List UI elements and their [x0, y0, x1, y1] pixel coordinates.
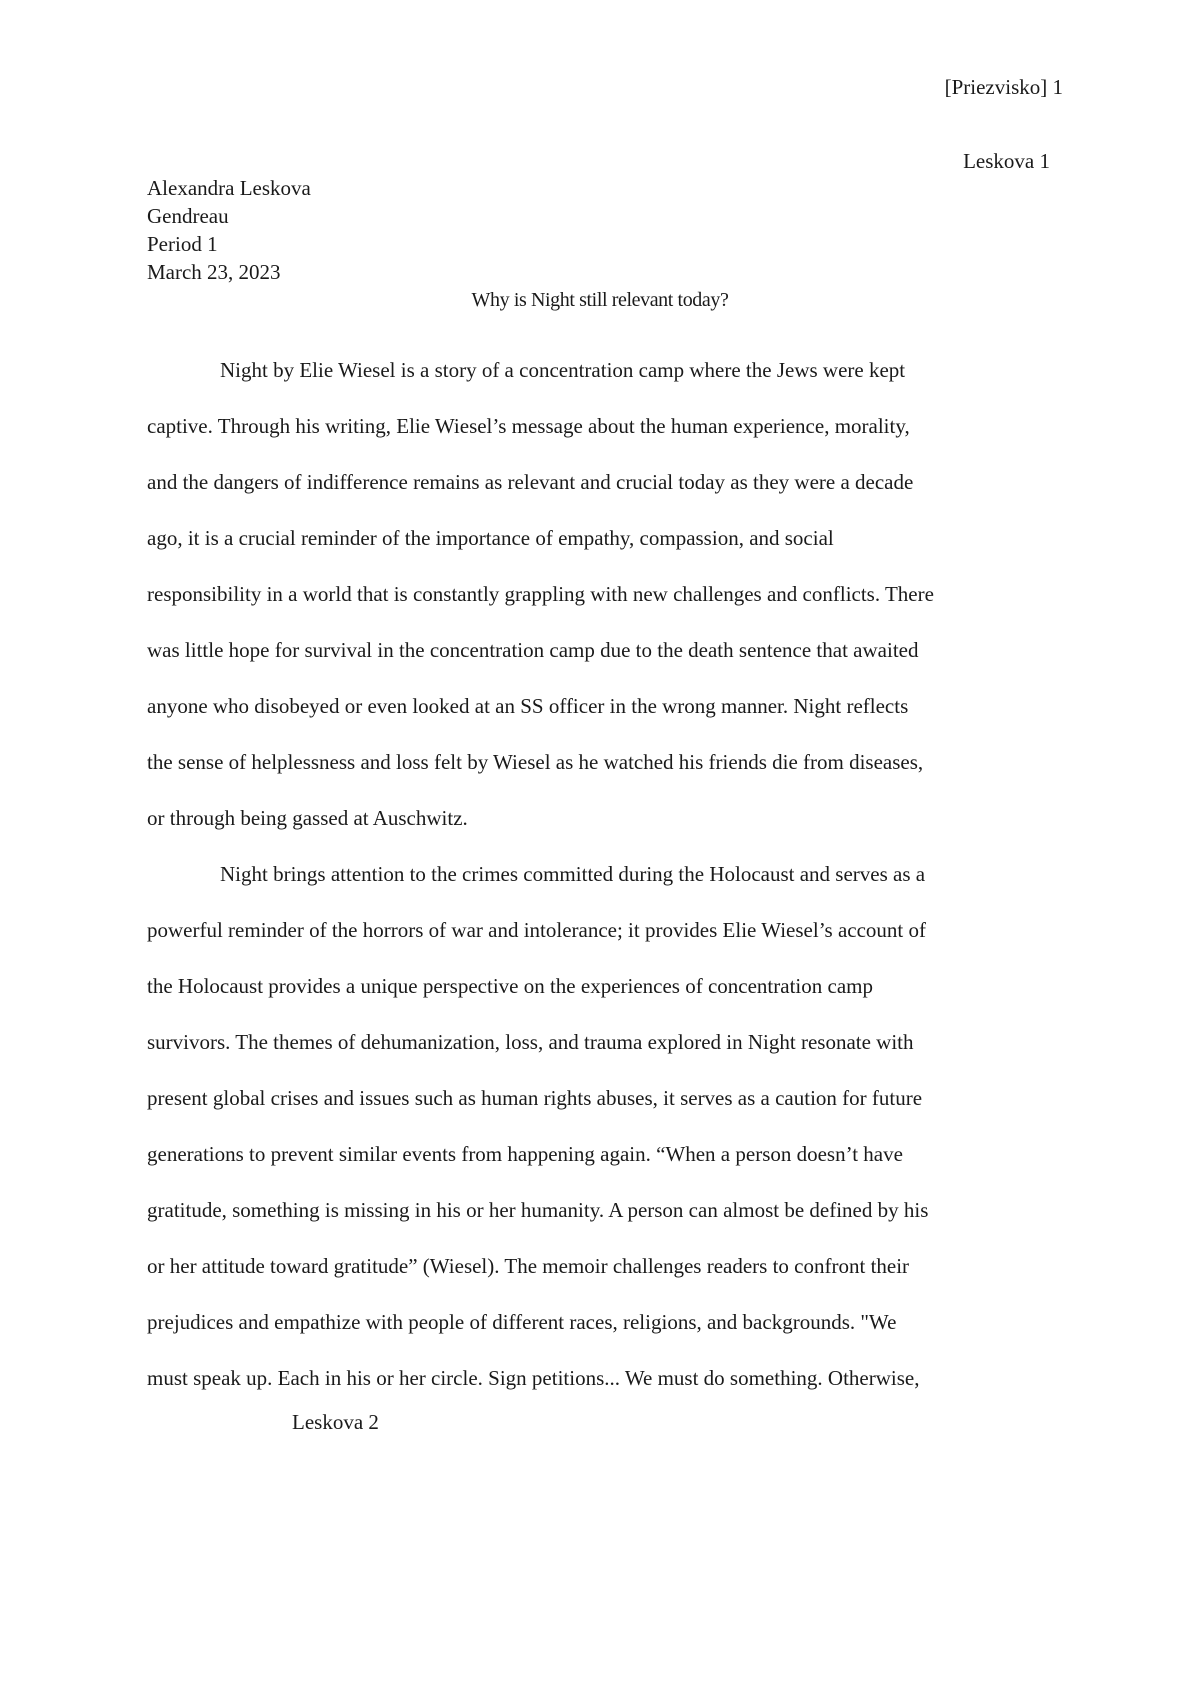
text-line: survivors. The themes of dehumanization, loss, and trauma explored in Night resonate with: [147, 1030, 914, 1054]
essay-title: Why is Night still relevant today?: [471, 289, 729, 311]
text-line: prejudices and empathize with people of different races, religions, and backgrounds. "We: [147, 1310, 897, 1334]
running-head: [Priezvisko] 1: [944, 75, 1063, 99]
text-line: generations to prevent similar events from happening again. “When a person doesn’t have: [147, 1142, 903, 1166]
text-line: Night brings attention to the crimes committed during the Holocaust and serves as a: [220, 862, 926, 886]
essay-date: March 23, 2023: [147, 260, 281, 284]
text-line: anyone who disobeyed or even looked at an SS officer in the wrong manner. Night reflects: [147, 694, 909, 718]
page-label: Leskova 1: [963, 149, 1050, 173]
text-line: must speak up. Each in his or her circle. Sign petitions... We must do something. Otherwise,: [147, 1366, 920, 1390]
text-line: the Holocaust provides a unique perspective on the experiences of concentration camp: [147, 974, 873, 998]
essay-body: [147, 342, 1067, 1406]
page-label: Leskova 2: [292, 1410, 379, 1434]
text-line: was little hope for survival in the concentration camp due to the death sentence that awaited: [147, 638, 919, 662]
text-line: powerful reminder of the horrors of war and intolerance; it provides Elie Wiesel’s account of: [147, 918, 926, 942]
text-line: and the dangers of indifference remains as relevant and crucial today as they were a decade: [147, 470, 914, 494]
text-line: responsibility in a world that is constantly grappling with new challenges and conflicts. There: [147, 582, 934, 606]
text-line: gratitude, something is missing in his or her humanity. A person can almost be defined by his: [147, 1198, 929, 1222]
mla-heading: [147, 174, 311, 286]
text-line: or her attitude toward gratitude” (Wiesel). The memoir challenges readers to confront their: [147, 1254, 910, 1278]
paragraph-1: [147, 342, 1067, 846]
text-line: or through being gassed at Auschwitz.: [147, 806, 468, 830]
text-line: the sense of helplessness and loss felt by Wiesel as he watched his friends die from diseases,: [147, 750, 924, 774]
text-line: Night by Elie Wiesel is a story of a concentration camp where the Jews were kept: [220, 358, 906, 382]
author-name: Alexandra Leskova: [147, 176, 311, 200]
paragraph-2: [147, 846, 1067, 1406]
text-line: ago, it is a crucial reminder of the importance of empathy, compassion, and social: [147, 526, 834, 550]
text-line: present global crises and issues such as human rights abuses, it serves as a caution for future: [147, 1086, 923, 1110]
text-line: captive. Through his writing, Elie Wiesel’s message about the human experience, morality,: [147, 414, 910, 438]
teacher-name: Gendreau: [147, 204, 229, 228]
class-period: Period 1: [147, 232, 218, 256]
